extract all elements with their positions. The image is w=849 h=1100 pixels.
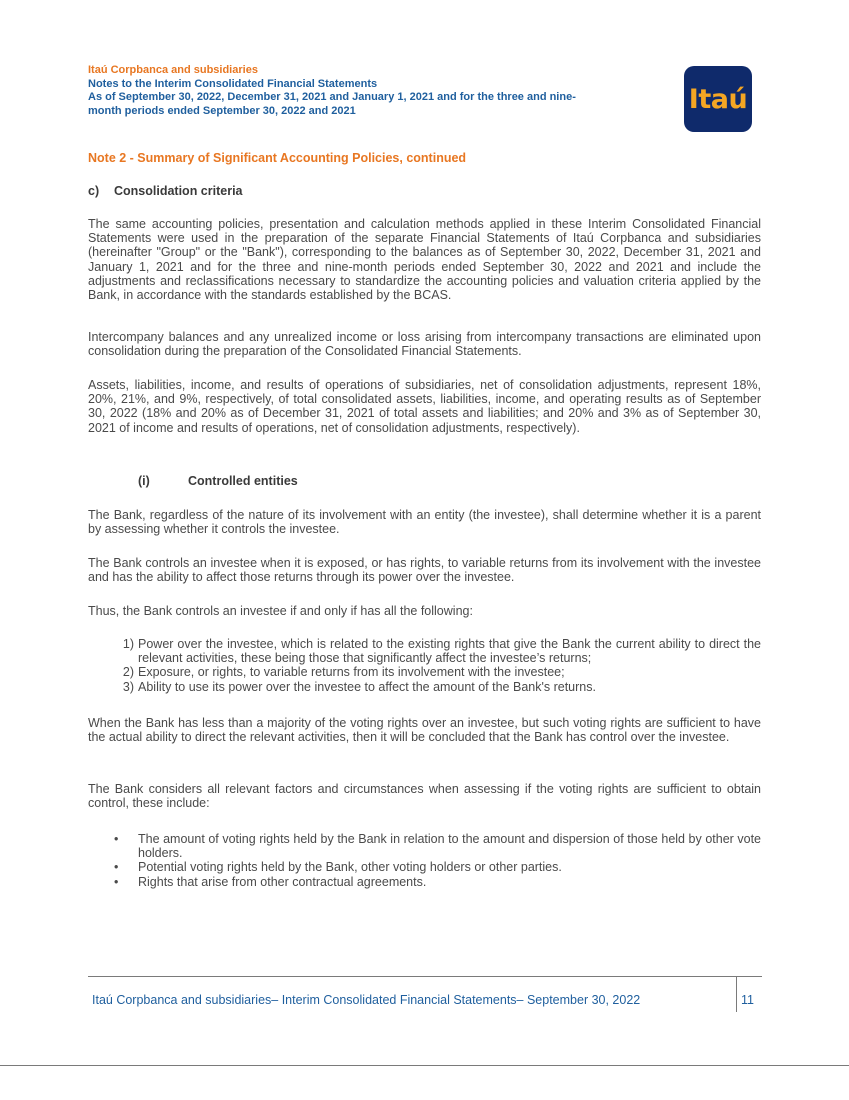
list-item-text: Rights that arise from other contractual agreements. [138, 874, 427, 889]
bullet-marker: • [114, 874, 119, 889]
note-title: Note 2 - Summary of Significant Accounting Policies, continued [88, 151, 467, 165]
list-item [88, 665, 761, 679]
list-item [88, 637, 761, 665]
section-title: Consolidation criteria [114, 184, 243, 198]
header-notes-title: Notes to the Interim Consolidated Financial Statements [88, 77, 378, 90]
header-company: Itaú Corpbanca and subsidiaries [88, 64, 258, 76]
numbered-list [88, 637, 761, 694]
footer-text: Itaú Corpbanca and subsidiaries– Interim Consolidated Financial Statements– September 30, 2022 [92, 993, 641, 1007]
list-item [88, 860, 761, 874]
list-marker: 3) [122, 679, 134, 694]
paragraph-relevant-factors: The Bank considers all relevant factors and circumstances when assessing if the voting rights are sufficient to obtain control, these include: [88, 782, 761, 811]
subsection-number: (i) [138, 474, 150, 488]
logo-text: Itaú [688, 83, 748, 115]
header-period-line-2: month periods ended September 30, 2022 and 2021 [88, 104, 356, 117]
list-item-text: Ability to use its power over the investee to affect the amount of the Bank's returns. [138, 679, 596, 694]
bullet-list [88, 832, 761, 889]
itau-logo [684, 66, 752, 132]
list-item-text: Power over the investee, which is related to the existing rights that give the Bank the current ability to direct the relevant activities, these being those that significantly affect the investee’s returns; [138, 637, 761, 666]
list-item [88, 680, 761, 694]
bullet-marker: • [114, 832, 119, 846]
list-marker: 1) [122, 637, 134, 651]
subsection-heading [138, 474, 298, 488]
list-item [88, 832, 761, 860]
footer-vertical-divider [736, 976, 737, 1012]
list-item-text: Exposure, or rights, to variable returns from its involvement with the investee; [138, 665, 565, 680]
paragraph-subsidiaries-share: Assets, liabilities, income, and results of operations of subsidiaries, net of consolidation adjustments, represent 18%, 20%, 21%, and 9%, respectively, of total consolidated assets, liabilities, income, and operating results as of September 30, 2022 (18% and 20% as of December 31, 2021 of total assets and liabilities; and 20% and 3% as of September 30, 2021 of income and results of operations, net of consolidation adjustments, respectively). [88, 378, 761, 435]
paragraph-control-definition: The Bank controls an investee when it is exposed, or has rights, to variable returns from its involvement with the investee and has the ability to affect those returns through its power over the investee. [88, 556, 761, 585]
paragraph-accounting-policies: The same accounting policies, presentation and calculation methods applied in these Interim Consolidated Financial Statements were used in the preparation of the separate Financial Statements of Itaú Corpbanca and subsidiaries (hereinafter "Group" or the "Bank"), corresponding to the balances as of September 30, 2022, December 31, 2021 and January 1, 2021 and for the three and nine-month periods ended September 30, 2022 and 2021 and include the adjustments and reclassifications necessary to standardize the accounting policies and valuation criteria applied by the Bank, in accordance with the standards established by the BCAS. [88, 217, 761, 303]
bullet-marker: • [114, 860, 119, 875]
section-number: c) [88, 184, 100, 198]
footer-divider-line [88, 976, 762, 977]
paragraph-voting-rights: When the Bank has less than a majority of the voting rights over an investee, but such voting rights are sufficient to have the actual ability to direct the relevant activities, then it will be concluded that the Bank has control over the investee. [88, 716, 761, 745]
section-heading [88, 184, 243, 198]
list-item-text: Potential voting rights held by the Bank, other voting holders or other parties. [138, 860, 562, 875]
paragraph-control-conditions: Thus, the Bank controls an investee if and only if has all the following: [88, 604, 473, 618]
list-item-text: The amount of voting rights held by the Bank in relation to the amount and dispersion of those held by other vote holders. [138, 832, 761, 861]
paragraph-intercompany: Intercompany balances and any unrealized income or loss arising from intercompany transactions are eliminated upon consolidation during the preparation of the Consolidated Financial Statements. [88, 330, 761, 359]
list-marker: 2) [122, 665, 134, 680]
page-bottom-rule [0, 1065, 849, 1066]
subsection-title: Controlled entities [188, 474, 298, 488]
document-header [88, 64, 668, 118]
list-item [88, 875, 761, 889]
header-period-line-1: As of September 30, 2022, December 31, 2021 and January 1, 2021 and for the three and nine- [88, 91, 576, 103]
paragraph-parent-determination: The Bank, regardless of the nature of its involvement with an entity (the investee), shall determine whether it is a parent by assessing whether it controls the investee. [88, 508, 761, 537]
page-number: 11 [741, 993, 754, 1007]
